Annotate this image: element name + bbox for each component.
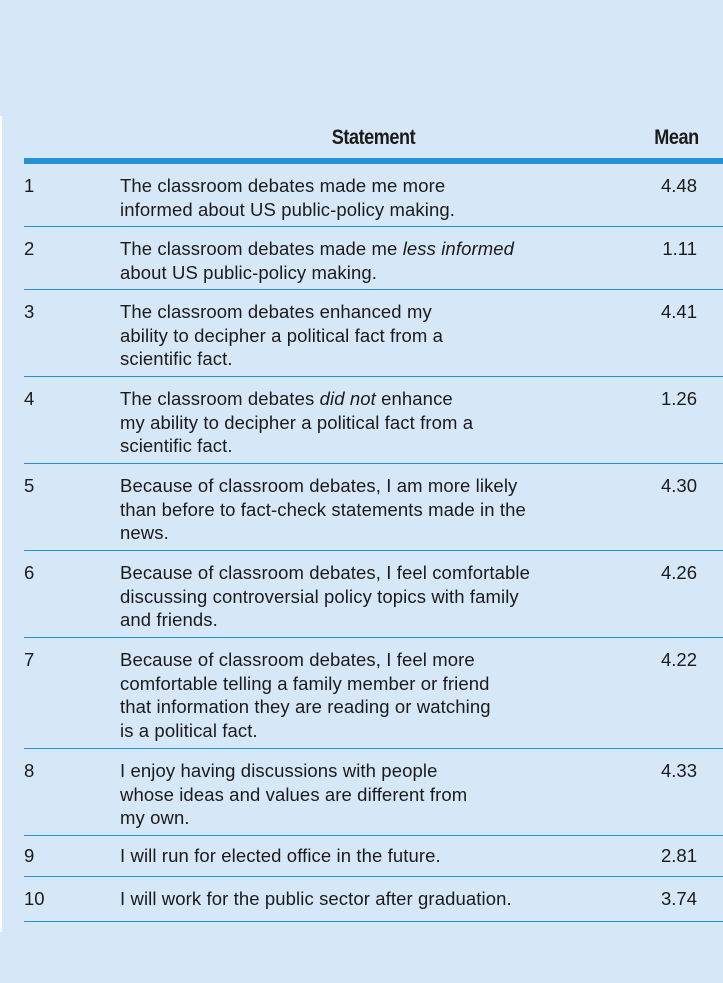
row-statement xyxy=(120,237,610,284)
row-statement xyxy=(120,300,610,371)
table-row xyxy=(24,227,723,290)
row-number: 9 xyxy=(24,845,35,866)
row-number: 5 xyxy=(24,475,35,496)
row-mean: 3.74 xyxy=(660,888,697,909)
row-number: 10 xyxy=(24,888,45,909)
row-mean: 2.81 xyxy=(660,845,697,866)
statement-line: scientific fact. xyxy=(120,348,233,369)
row-mean: 1.11 xyxy=(662,238,697,259)
statement-line: and friends. xyxy=(120,609,218,630)
row-statement xyxy=(120,759,610,830)
row-mean: 4.41 xyxy=(660,301,697,322)
statement-line: my own. xyxy=(120,807,190,828)
table-row xyxy=(24,290,723,377)
statement-text: scientific fact. xyxy=(120,435,233,456)
row-number: 1 xyxy=(24,175,35,196)
row-mean: 4.33 xyxy=(660,760,697,781)
table-header xyxy=(24,126,723,158)
statement-line: discussing controversial policy topics with family xyxy=(120,585,519,607)
statement-line xyxy=(120,387,610,411)
statement-line: Because of classroom debates, I am more likely xyxy=(120,475,518,496)
row-mean: 1.26 xyxy=(660,388,697,409)
emphasis-text: less informed xyxy=(402,238,515,259)
statement-line xyxy=(120,237,610,261)
statement-line: I will run for elected office in the future. xyxy=(120,845,441,866)
statement-line: Because of classroom debates, I feel comfortable xyxy=(120,562,530,583)
statement-line: Because of classroom debates, I feel more xyxy=(120,649,475,670)
statement-text: The classroom debates xyxy=(120,388,320,409)
table-row xyxy=(24,638,723,749)
row-mean: 4.26 xyxy=(660,562,697,583)
survey-table xyxy=(24,126,723,922)
row-statement xyxy=(120,174,610,221)
row-statement xyxy=(120,387,610,458)
statement-column-header: Statement xyxy=(331,126,416,149)
statement-line xyxy=(120,434,610,458)
table-row xyxy=(24,164,723,227)
table-row xyxy=(24,464,723,551)
row-number: 2 xyxy=(24,238,35,259)
table-row xyxy=(24,749,723,836)
table-row xyxy=(24,551,723,638)
row-statement xyxy=(120,844,610,868)
row-statement xyxy=(120,648,610,742)
statement-line: that information they are reading or watching xyxy=(120,696,491,717)
statement-line: The classroom debates enhanced my xyxy=(120,301,432,322)
row-number: 8 xyxy=(24,760,35,781)
statement-line: I will work for the public sector after graduation. xyxy=(120,888,512,909)
row-number: 6 xyxy=(24,562,35,583)
row-mean: 4.30 xyxy=(660,475,697,496)
statement-text: about US public-policy making. xyxy=(120,261,377,283)
statement-text: enhance xyxy=(375,388,453,409)
statement-line: ability to decipher a political fact from a xyxy=(120,324,444,346)
row-number: 7 xyxy=(24,649,35,670)
left-edge-rule xyxy=(0,116,2,932)
table-body xyxy=(24,164,723,922)
row-mean: 4.22 xyxy=(660,649,697,670)
statement-line: The classroom debates made me more xyxy=(120,175,446,196)
row-number: 4 xyxy=(24,388,35,409)
statement-text: The classroom debates made me xyxy=(120,238,403,259)
row-number: 3 xyxy=(24,301,35,322)
statement-text: my ability to decipher a political fact from a xyxy=(120,411,474,433)
row-statement xyxy=(120,887,610,911)
row-mean: 4.48 xyxy=(660,175,697,196)
table-row xyxy=(24,877,723,922)
statement-line: whose ideas and values are different from xyxy=(120,783,468,805)
mean-column-header: Mean xyxy=(654,126,699,149)
statement-line xyxy=(120,261,610,285)
emphasis-text: did not xyxy=(319,388,376,409)
table-row xyxy=(24,377,723,464)
statement-line: informed about US public-policy making. xyxy=(120,198,456,220)
statement-line: is a political fact. xyxy=(120,719,258,741)
statement-line xyxy=(120,411,610,435)
statement-line: I enjoy having discussions with people xyxy=(120,760,438,781)
table-row xyxy=(24,836,723,877)
statement-line: news. xyxy=(120,522,169,543)
row-statement xyxy=(120,561,610,632)
statement-line: comfortable telling a family member or friend xyxy=(120,672,490,694)
row-statement xyxy=(120,474,610,545)
statement-line: than before to fact-check statements made in the xyxy=(120,498,526,520)
